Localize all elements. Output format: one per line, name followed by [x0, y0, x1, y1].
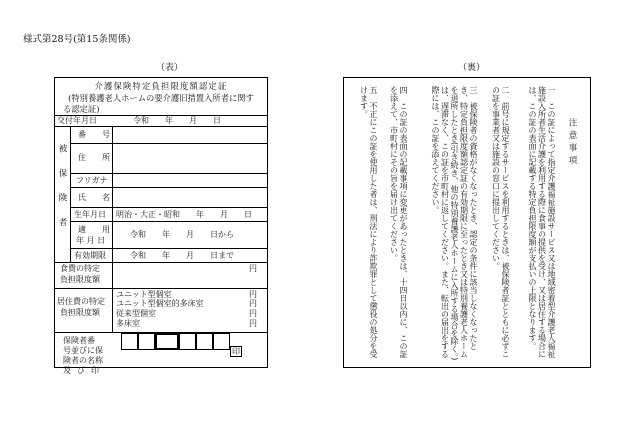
certificate-title — [55, 78, 267, 116]
applicable-date-label-2: 年 月 日 — [76, 236, 106, 245]
room-type-name: ユニット型個室的多床室 — [116, 299, 204, 308]
insurer-number-box — [121, 333, 138, 350]
name-label: 氏 名 — [78, 193, 110, 202]
front-side-label: （表） — [156, 63, 184, 73]
back-side-label: （裏） — [458, 63, 486, 73]
note-item: 一 この証によって指定介護福祉施設サービス又は地域密着型介護老人福祉施設入所者生活介護を利用する際に食事の提供を受け、又は居住する場合には、この証の表面に記載する特定負担限度額が支払いの上限となります。 — [528, 86, 556, 358]
address-label: 住 所 — [78, 153, 110, 162]
room-type-unit: 円 — [249, 299, 257, 308]
insurer-number-box — [138, 333, 155, 350]
rule — [70, 207, 268, 208]
birthdate-value: 明治・大正・昭和 年 月 日 — [116, 210, 252, 219]
rule — [70, 248, 268, 249]
insurer-number-box — [179, 333, 196, 350]
food-cost-label-1: 食費の特定 — [60, 264, 100, 273]
rule — [54, 126, 268, 127]
number-label: 番 号 — [78, 130, 110, 139]
rule — [70, 126, 71, 262]
rule — [54, 262, 268, 263]
title-line-3: る認定証) — [63, 104, 100, 114]
room-type-name: 多床室 — [116, 319, 140, 328]
insurer-number-box — [155, 333, 179, 350]
rule — [54, 288, 268, 289]
insurer-number-box — [196, 333, 213, 350]
rule — [70, 173, 268, 174]
room-type-unit: 円 — [249, 309, 257, 318]
insurer-label-4: 及び印 — [63, 366, 105, 375]
insured-person-label: 被保険者 — [57, 144, 67, 242]
certificate-back — [343, 77, 591, 368]
seal-mark: 印 — [232, 347, 240, 356]
food-cost-unit: 円 — [249, 264, 257, 273]
note-item: 三 被保険者の資格がなくなったとき、認定の条件に該当しなくなったとき、特定負担限度額認定証の有効期限に至ったとき又は特別養護老人ホームを退所したとき(引き続き、他の特別養護老人ホームに入所する場合を除く。)は、遅滞なく、この証を市町村に返してください。また、転出の届出をする際には、この証を添えてください。 — [431, 86, 478, 361]
issue-date-value: 令和 年 月 日 — [133, 116, 221, 125]
insurer-label-3: 険者の名称 — [63, 356, 103, 365]
insurer-label-2: 号並びに保 — [63, 346, 103, 355]
food-cost-label-2: 負担限度額 — [60, 275, 100, 284]
note-item: 二 前号に規定するサービスを利用するときは、被保険者証とともに必ずこの証を事業者又は施設の窓口に提出してください。 — [491, 86, 510, 358]
expiry-label: 有効期限 — [74, 251, 106, 260]
applicable-date-value: 令和 年 月 日から — [130, 230, 234, 239]
title-line-1: 介護保険特定負担限度額認定証 — [94, 81, 228, 91]
residence-cost-label-2: 負担限度額 — [60, 308, 100, 317]
birthdate-label: 生年月日 — [74, 210, 106, 219]
room-type-unit: 円 — [249, 290, 257, 299]
rule — [112, 126, 113, 262]
form-number: 様式第28号(第15条関係) — [23, 34, 131, 45]
title-line-2: (特別養護老人ホームの要介護旧措置入所者に関す — [68, 92, 254, 103]
note-item: 五 不正にこの証を使用した者は、刑法により詐欺罪として懲役の処分を受けます。 — [359, 86, 378, 358]
expiry-value: 令和 年 月 日まで — [130, 251, 234, 260]
rule — [112, 262, 113, 332]
rule — [70, 143, 268, 144]
issue-date-label: 交付年月日 — [57, 116, 97, 125]
rule — [70, 187, 268, 188]
note-item: 四 この証の表面の記載事項に変更があったときは、十四日以内に、この証を添えて、市町村にその旨を届け出てください。 — [389, 86, 408, 358]
furigana-label: フリガナ — [76, 176, 108, 185]
insurer-label-1: 保険者番 — [63, 336, 95, 345]
notes-title: 注意事項 — [567, 118, 577, 168]
residence-cost-label-1: 居住費の特定 — [57, 297, 105, 306]
applicable-date-label-1: 適 用 — [78, 225, 110, 234]
room-type-unit: 円 — [249, 319, 257, 328]
room-type-name: 従来型個室 — [116, 309, 156, 318]
room-type-name: ユニット型個室 — [116, 290, 172, 299]
insurer-number-box — [213, 333, 230, 350]
rule — [70, 221, 268, 222]
